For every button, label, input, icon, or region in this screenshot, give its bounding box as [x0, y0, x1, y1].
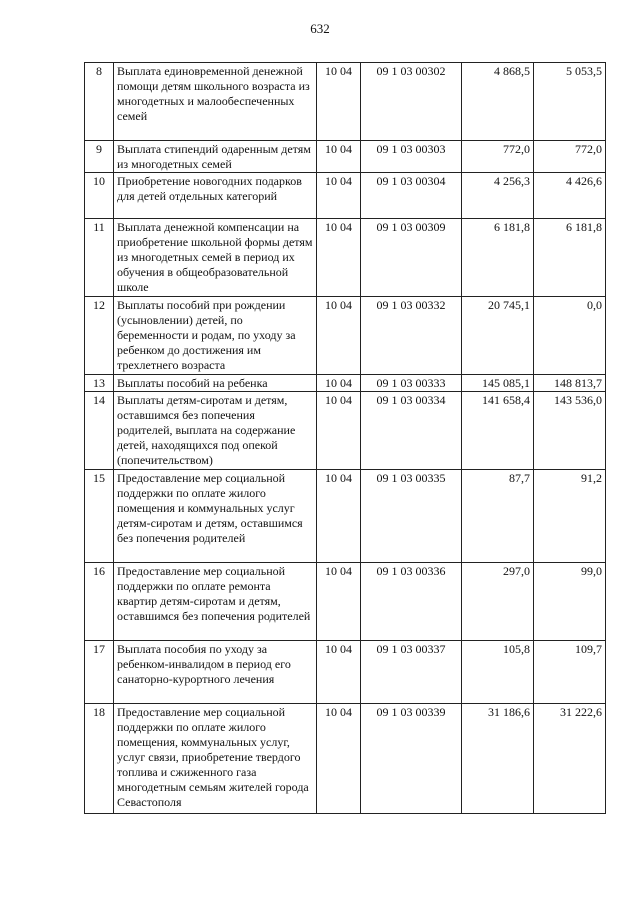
budget-table	[84, 62, 606, 814]
row-code-cell: 09 1 03 00303	[361, 141, 462, 173]
row-number-cell: 13	[85, 375, 114, 392]
table-row	[85, 470, 606, 563]
row-section-cell: 10 04	[317, 704, 361, 814]
row-section-cell: 10 04	[317, 470, 361, 563]
row-code-cell: 09 1 03 00309	[361, 219, 462, 297]
row-code-cell: 09 1 03 00302	[361, 63, 462, 141]
table-row	[85, 375, 606, 392]
row-code-cell: 09 1 03 00304	[361, 173, 462, 219]
row-value1-cell: 145 085,1	[462, 375, 534, 392]
row-number-cell: 17	[85, 641, 114, 704]
row-code-cell: 09 1 03 00332	[361, 297, 462, 375]
row-value2-cell: 143 536,0	[534, 392, 606, 470]
table-row	[85, 173, 606, 219]
table-row	[85, 563, 606, 641]
row-value1-cell: 87,7	[462, 470, 534, 563]
row-name-cell: Приобретение новогодних подарков для детей отдельных категорий	[114, 173, 317, 219]
row-name-cell: Выплаты детям-сиротам и детям, оставшимся без попечения родителей, выплата на содержание детей, находящихся под опекой (попечительством)	[114, 392, 317, 470]
row-value2-cell: 99,0	[534, 563, 606, 641]
row-value1-cell: 141 658,4	[462, 392, 534, 470]
row-value1-cell: 772,0	[462, 141, 534, 173]
table-row	[85, 63, 606, 141]
row-value1-cell: 4 868,5	[462, 63, 534, 141]
row-section-cell: 10 04	[317, 392, 361, 470]
row-section-cell: 10 04	[317, 173, 361, 219]
row-value2-cell: 31 222,6	[534, 704, 606, 814]
row-section-cell: 10 04	[317, 641, 361, 704]
row-value1-cell: 297,0	[462, 563, 534, 641]
row-name-cell: Выплаты пособий на ребенка	[114, 375, 317, 392]
row-name-cell: Выплата стипендий одаренным детям из многодетных семей	[114, 141, 317, 173]
table-row	[85, 392, 606, 470]
row-value2-cell: 6 181,8	[534, 219, 606, 297]
row-number-cell: 18	[85, 704, 114, 814]
row-number-cell: 8	[85, 63, 114, 141]
row-name-cell: Выплата пособия по уходу за ребенком-инвалидом в период его санаторно-курортного лечения	[114, 641, 317, 704]
table-row	[85, 704, 606, 814]
row-name-cell: Предоставление мер социальной поддержки по оплате жилого помещения и коммунальных услуг детям-сиротам и детям, оставшимся без попечения родителей	[114, 470, 317, 563]
page-number: 632	[310, 21, 330, 36]
row-value1-cell: 6 181,8	[462, 219, 534, 297]
row-name-cell: Выплаты пособий при рождении (усыновлении) детей, по беременности и родам, по уходу за ребенком до достижения им трехлетнего возраста	[114, 297, 317, 375]
row-number-cell: 15	[85, 470, 114, 563]
row-section-cell: 10 04	[317, 297, 361, 375]
row-value2-cell: 4 426,6	[534, 173, 606, 219]
row-value2-cell: 91,2	[534, 470, 606, 563]
table-row	[85, 141, 606, 173]
row-value1-cell: 4 256,3	[462, 173, 534, 219]
row-name-cell: Выплата денежной компенсации на приобретение школьной формы детям из многодетных семей в период их обучения в общеобразовательной школе	[114, 219, 317, 297]
row-code-cell: 09 1 03 00335	[361, 470, 462, 563]
table-row	[85, 219, 606, 297]
row-value1-cell: 105,8	[462, 641, 534, 704]
row-value2-cell: 109,7	[534, 641, 606, 704]
row-name-cell: Выплата единовременной денежной помощи детям школьного возраста из многодетных и малообеспеченных семей	[114, 63, 317, 141]
row-number-cell: 10	[85, 173, 114, 219]
row-number-cell: 9	[85, 141, 114, 173]
row-name-cell: Предоставление мер социальной поддержки по оплате ремонта квартир детям-сиротам и детям, оставшимся без попечения родителей	[114, 563, 317, 641]
row-section-cell: 10 04	[317, 63, 361, 141]
row-code-cell: 09 1 03 00334	[361, 392, 462, 470]
row-section-cell: 10 04	[317, 375, 361, 392]
row-code-cell: 09 1 03 00339	[361, 704, 462, 814]
row-section-cell: 10 04	[317, 141, 361, 173]
row-number-cell: 12	[85, 297, 114, 375]
row-number-cell: 11	[85, 219, 114, 297]
row-code-cell: 09 1 03 00336	[361, 563, 462, 641]
row-number-cell: 14	[85, 392, 114, 470]
row-value2-cell: 148 813,7	[534, 375, 606, 392]
row-code-cell: 09 1 03 00333	[361, 375, 462, 392]
row-value2-cell: 772,0	[534, 141, 606, 173]
row-value2-cell: 5 053,5	[534, 63, 606, 141]
row-value1-cell: 31 186,6	[462, 704, 534, 814]
row-code-cell: 09 1 03 00337	[361, 641, 462, 704]
row-section-cell: 10 04	[317, 219, 361, 297]
table-body	[85, 63, 606, 814]
row-number-cell: 16	[85, 563, 114, 641]
row-value1-cell: 20 745,1	[462, 297, 534, 375]
row-name-cell: Предоставление мер социальной поддержки по оплате жилого помещения, коммунальных услуг, услуг связи, приобретение твердого топлива и сжиженного газа многодетным семьям жителей города Севастополя	[114, 704, 317, 814]
row-section-cell: 10 04	[317, 563, 361, 641]
row-value2-cell: 0,0	[534, 297, 606, 375]
table-row	[85, 297, 606, 375]
table-row	[85, 641, 606, 704]
